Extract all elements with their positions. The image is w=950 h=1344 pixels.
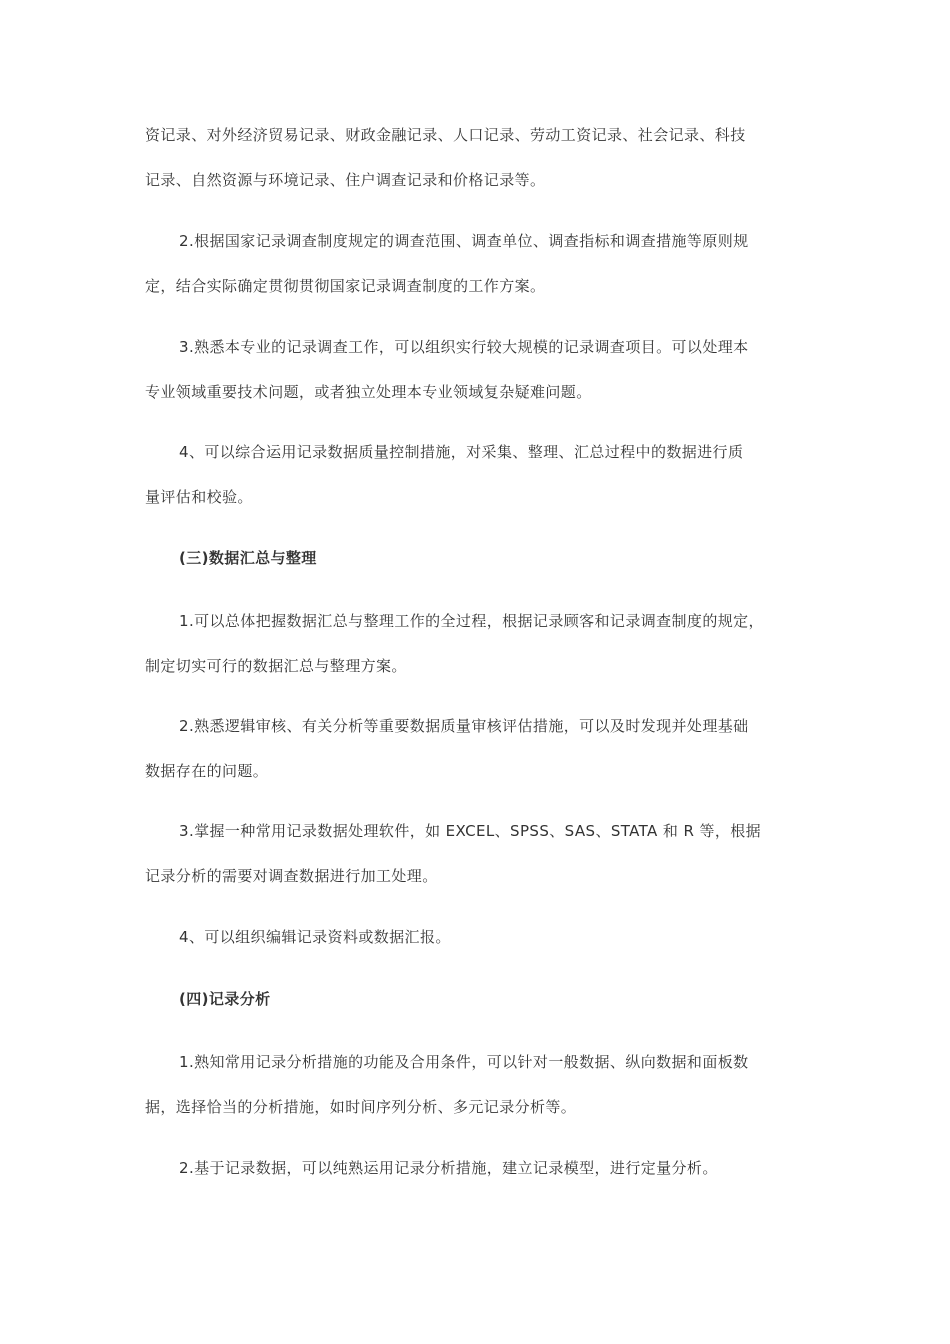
section-heading-data-summary: (三)数据汇总与整理 — [179, 549, 317, 567]
paragraph-line: 4、可以综合运用记录数据质量控制措施，对采集、整理、汇总过程中的数据进行质 — [179, 443, 744, 461]
paragraph-line: 3.熟悉本专业的记录调查工作，可以组织实行较大规模的记录调查项目。可以处理本 — [179, 338, 749, 356]
paragraph-item-1-summary — [145, 599, 810, 689]
paragraph-line: 记录、自然资源与环境记录、住户调查记录和价格记录等。 — [145, 171, 546, 189]
paragraph-item-2-analysis — [145, 1146, 810, 1191]
paragraph-item-3-summary — [145, 809, 810, 899]
paragraph-line: 2.基于记录数据，可以纯熟运用记录分析措施，建立记录模型，进行定量分析。 — [179, 1159, 718, 1177]
paragraph-line: 1.可以总体把握数据汇总与整理工作的全过程，根据记录顾客和记录调查制度的规定， — [179, 612, 764, 630]
paragraph-line: 量评估和校验。 — [145, 488, 253, 506]
section-heading-analysis: (四)记录分析 — [179, 990, 271, 1008]
paragraph-line: 数据存在的问题。 — [145, 762, 269, 780]
paragraph-item-1-analysis — [145, 1040, 810, 1130]
paragraph-line: 1.熟知常用记录分析措施的功能及合用条件，可以针对一般数据、纵向数据和面板数 — [179, 1053, 749, 1071]
paragraph-item-3-survey — [145, 325, 810, 415]
paragraph-item-4-summary — [145, 915, 810, 960]
paragraph-item-2-summary — [145, 704, 810, 794]
paragraph-line: 专业领域重要技术问题，或者独立处理本专业领域复杂疑难问题。 — [145, 383, 592, 401]
paragraph-line: 2.熟悉逻辑审核、有关分析等重要数据质量审核评估措施，可以及时发现并处理基础 — [179, 717, 749, 735]
paragraph-line: 定，结合实际确定贯彻贯彻国家记录调查制度的工作方案。 — [145, 277, 546, 295]
paragraph-line: 3.掌握一种常用记录数据处理软件，如 EXCEL、SPSS、SAS、STATA 和 R 等，根据 — [179, 822, 762, 840]
paragraph-line: 4、可以组织编辑记录资料或数据汇报。 — [179, 928, 451, 946]
paragraph-intro-continued — [145, 113, 810, 203]
paragraph-item-4-survey — [145, 430, 810, 520]
paragraph-line: 记录分析的需要对调查数据进行加工处理。 — [145, 867, 438, 885]
paragraph-line: 2.根据国家记录调查制度规定的调查范围、调查单位、调查指标和调查措施等原则规 — [179, 232, 749, 250]
paragraph-line: 据，选择恰当的分析措施，如时间序列分析、多元记录分析等。 — [145, 1098, 577, 1116]
paragraph-line: 资记录、对外经济贸易记录、财政金融记录、人口记录、劳动工资记录、社会记录、科技 — [145, 126, 746, 144]
paragraph-line: 制定切实可行的数据汇总与整理方案。 — [145, 657, 407, 675]
paragraph-item-2-survey — [145, 219, 810, 309]
